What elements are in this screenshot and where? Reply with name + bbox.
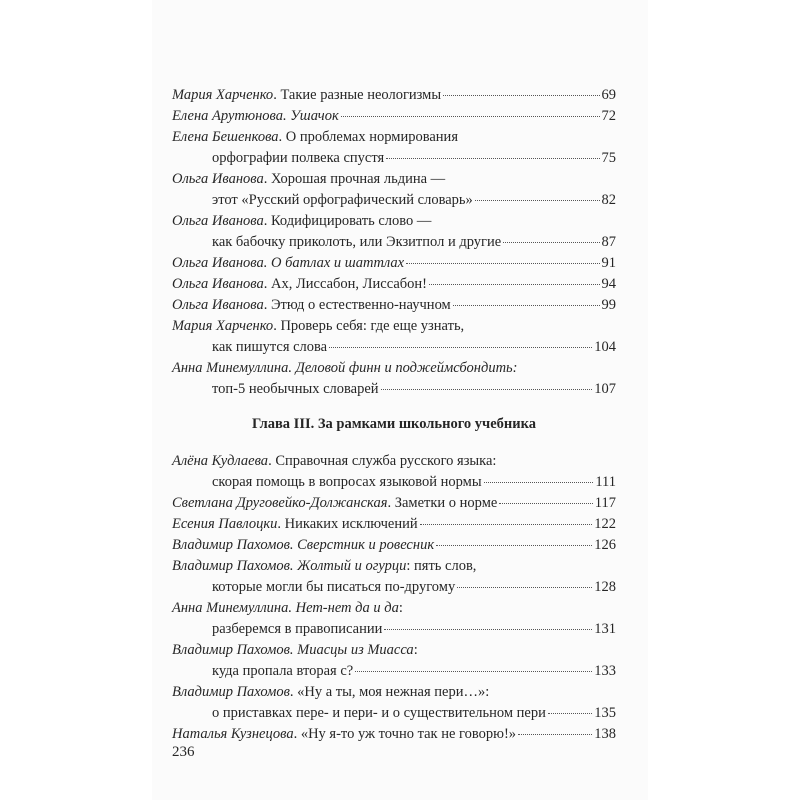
entry-page: 72: [601, 108, 616, 124]
dot-leader: [341, 116, 600, 117]
toc-entry: [172, 535, 616, 556]
toc-entry-continuation: [172, 379, 616, 400]
entry-page: 122: [594, 516, 616, 532]
dot-leader: [548, 713, 592, 714]
chapter-heading: Глава III. За рамками школьного учебника: [252, 416, 536, 432]
entry-page: 126: [594, 537, 616, 553]
entry-title: . Кодифицировать слово —: [263, 213, 432, 229]
entry-title: . О проблемах нормирования: [278, 129, 458, 145]
entry-title: . Такие разные неологизмы: [273, 87, 442, 103]
toc-entry-continuation: [172, 577, 616, 598]
toc-entry: [172, 85, 616, 106]
entry-heading: [172, 493, 497, 514]
entry-title: . «Ну а ты, моя нежная пери…»:: [289, 684, 490, 700]
dot-leader: [355, 671, 592, 672]
entry-title: . Этюд о естественно-научном: [263, 297, 451, 313]
dot-leader: [443, 95, 599, 96]
entry-continuation: как бабочку приколоть, или Экзитпол и другие: [212, 234, 502, 250]
table-of-contents: [172, 85, 616, 745]
entry-page: 128: [594, 579, 616, 595]
entry-title: . Никаких исключений: [277, 516, 418, 532]
toc-entry: [172, 253, 616, 274]
toc-entry-continuation: [172, 190, 616, 211]
entry-author: Ольга Иванова: [172, 171, 264, 187]
entry-page: 69: [601, 87, 616, 103]
entry-page: 87: [601, 234, 616, 250]
entry-author: Владимир Пахомов. Сверстник и ровесник: [172, 537, 435, 553]
toc-entry: [172, 640, 616, 661]
entry-heading: [172, 106, 339, 127]
entry-author: Елена Бешенкова: [172, 129, 279, 145]
entry-author: Владимир Пахомов: [172, 684, 290, 700]
entry-author: Ольга Иванова: [172, 213, 264, 229]
toc-entry: [172, 598, 616, 619]
entry-heading: [172, 514, 418, 535]
entry-author: Алёна Кудлаева: [172, 453, 269, 469]
dot-leader: [453, 305, 600, 306]
dot-leader: [406, 263, 599, 264]
dot-leader: [475, 200, 600, 201]
entry-author: Анна Минемуллина. Нет-нет да и да: [172, 600, 399, 616]
entry-title: . Заметки о норме: [387, 495, 498, 511]
entry-page: 107: [594, 381, 616, 397]
entry-author: Есения Павлоцки: [172, 516, 278, 532]
entry-title: :: [413, 642, 418, 658]
toc-section-b: [172, 451, 616, 745]
dot-leader: [518, 734, 592, 735]
entry-heading: [172, 127, 458, 148]
entry-page: 138: [594, 726, 616, 742]
entry-page: 111: [595, 474, 616, 490]
entry-heading: [172, 682, 489, 703]
entry-heading: [172, 274, 427, 295]
entry-page: 104: [594, 339, 616, 355]
entry-title: . «Ну я-то уж точно так не говорю!»: [293, 726, 517, 742]
dot-leader: [384, 629, 592, 630]
entry-title: :: [398, 600, 403, 616]
entry-author: Владимир Пахомов. Жолтый и огурци: [172, 558, 407, 574]
entry-author: Наталья Кузнецова: [172, 726, 294, 742]
entry-title: . Ах, Лиссабон, Лиссабон!: [263, 276, 427, 292]
entry-page: 94: [601, 276, 616, 292]
entry-page: 131: [594, 621, 616, 637]
entry-author: Анна Минемуллина. Деловой финн и поджеймсбондить:: [172, 360, 518, 376]
entry-continuation: о приставках пере- и пери- и о существительном пери: [212, 705, 546, 721]
entry-author: Елена Арутюнова. Ушачок: [172, 108, 339, 124]
toc-entry-continuation: [172, 148, 616, 169]
entry-author: Мария Харченко: [172, 87, 274, 103]
toc-entry-continuation: [172, 472, 616, 493]
dot-leader: [499, 503, 592, 504]
entry-title: . Хорошая прочная льдина —: [263, 171, 446, 187]
entry-page: 135: [594, 705, 616, 721]
entry-page: 117: [594, 495, 616, 511]
dot-leader: [386, 158, 599, 159]
entry-heading: [172, 451, 496, 472]
entry-continuation: орфографии полвека спустя: [212, 150, 385, 166]
toc-entry: [172, 211, 616, 232]
entry-continuation: которые могли бы писаться по-другому: [212, 579, 456, 595]
toc-entry: [172, 358, 616, 379]
dot-leader: [503, 242, 599, 243]
dot-leader: [381, 389, 593, 390]
entry-author: Светлана Друговейко-Должанская: [172, 495, 388, 511]
toc-entry: [172, 295, 616, 316]
toc-entry-continuation: [172, 703, 616, 724]
entry-heading: [172, 211, 431, 232]
toc-entry-continuation: [172, 232, 616, 253]
entry-page: 99: [601, 297, 616, 313]
toc-entry: [172, 724, 616, 745]
entry-continuation: как пишутся слова: [212, 339, 328, 355]
entry-author: Ольга Иванова: [172, 276, 264, 292]
entry-continuation: топ-5 необычных словарей: [212, 381, 379, 397]
entry-continuation: этот «Русский орфографический словарь»: [212, 192, 473, 208]
toc-entry-continuation: [172, 337, 616, 358]
dot-leader: [484, 482, 594, 483]
entry-page: 82: [601, 192, 616, 208]
toc-entry: [172, 493, 616, 514]
toc-entry: [172, 127, 616, 148]
toc-entry-continuation: [172, 661, 616, 682]
entry-heading: [172, 169, 445, 190]
entry-page: 133: [594, 663, 616, 679]
toc-entry: [172, 106, 616, 127]
dot-leader: [420, 524, 593, 525]
entry-heading: [172, 358, 517, 379]
entry-page: 75: [601, 150, 616, 166]
dot-leader: [429, 284, 600, 285]
entry-page: 91: [601, 255, 616, 271]
dot-leader: [436, 545, 592, 546]
entry-continuation: скорая помощь в вопросах языковой нормы: [212, 474, 482, 490]
entry-author: Мария Харченко: [172, 318, 274, 334]
entry-title: . Проверь себя: где еще узнать,: [273, 318, 465, 334]
toc-entry: [172, 169, 616, 190]
entry-heading: [172, 295, 451, 316]
toc-entry: [172, 514, 616, 535]
entry-heading: [172, 85, 441, 106]
toc-entry: [172, 682, 616, 703]
entry-title: . Справочная служба русского языка:: [268, 453, 497, 469]
entry-heading: [172, 253, 404, 274]
entry-heading: [172, 598, 403, 619]
entry-title: : пять слов,: [406, 558, 477, 574]
entry-continuation: разберемся в правописании: [212, 621, 383, 637]
entry-continuation: куда пропала вторая с?: [212, 663, 354, 679]
dot-leader: [457, 587, 592, 588]
entry-heading: [172, 724, 516, 745]
entry-heading: [172, 556, 476, 577]
entry-author: Владимир Пахомов. Миасцы из Миасса: [172, 642, 414, 658]
entry-heading: [172, 316, 464, 337]
toc-entry: [172, 451, 616, 472]
toc-entry: [172, 316, 616, 337]
toc-entry: [172, 556, 616, 577]
entry-heading: [172, 535, 434, 556]
page-number: 236: [172, 744, 195, 760]
entry-author: Ольга Иванова: [172, 297, 264, 313]
toc-entry-continuation: [172, 619, 616, 640]
toc-entry: [172, 274, 616, 295]
entry-author: Ольга Иванова. О батлах и шаттлах: [172, 255, 405, 271]
toc-section-a: [172, 85, 616, 400]
entry-heading: [172, 640, 418, 661]
dot-leader: [329, 347, 592, 348]
